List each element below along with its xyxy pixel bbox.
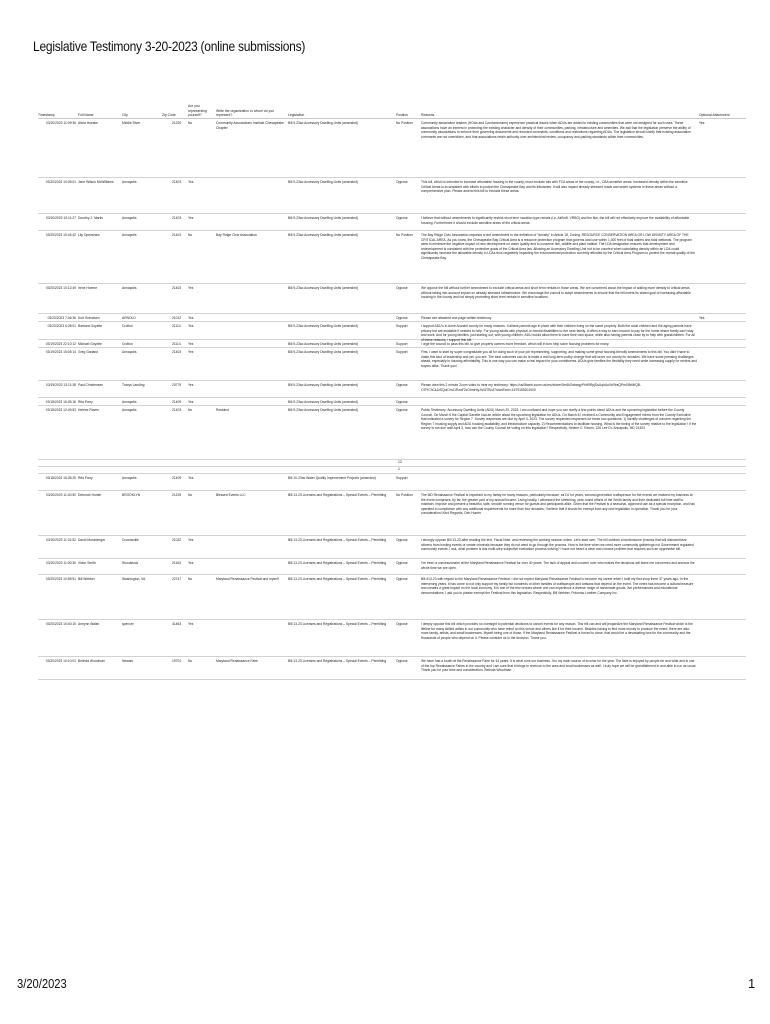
zip-cell: 41463 (172, 622, 182, 626)
timestamp-cell: 03/19/2023 22:10:12 (45, 342, 76, 346)
zip-cell: 21114 (172, 342, 181, 346)
timestamp-cell: 03/20/2023 7:46:36 (47, 316, 76, 320)
table-body (38, 119, 746, 680)
testimony-table (38, 93, 746, 680)
reasons-cell: Community association leaders (HOAs and Condominiums) experience practical issues when ADUs are added to existing communities that were not designed for such uses. These associations have an interest in protecting the existing character and density of their communities, parking, infrastructure and amenities. We ask that the legislation preserve the ability of community associations to enforce their governing documents and recorded covenants, conditions and restrictions regarding ADUs. The legislation should clarify that existing association covenants are not overridden, and that associations retain authority over architectural review, occupancy and parking standards within their communities. (421, 121, 691, 139)
reasons-cell: The MD Renaissance Festival is important to my family for many reasons, particularly because, as DJ for years, second-generation craftsperson for the events we realized my business at the event comprises, by far, the greater part of my annual income. Living locally, I witnessed the stretching, year-round efforts of the Smith family and their dedicated full time staff to maintain, improve and present a beautiful, safe, smooth running venue for guests and participants alike. Given that the Festival is a seasonal, approved use as a special exception, and has operated in compliance with any additional requirements for more than four decades, I believe that it should be exempt from any new legislation in operation. Thank you for your consideration! Kind Regards, Deb Hunter (421, 493, 695, 516)
reasons-cell: Please see attached one-page written testimony (421, 316, 492, 320)
footer-date: 3/20/2023 (17, 976, 67, 991)
legislation-cell: Bill 9-23ac Accessory Dwelling Units (amended) (288, 350, 358, 354)
page-break-label: 1 (398, 467, 400, 471)
representing-cell: Yes (188, 342, 194, 346)
timestamp-cell: 03/20/2023 10:40:15 (45, 622, 76, 626)
position-cell: Support (396, 324, 408, 328)
timestamp-cell: 03/20/2023 10:55:51 (45, 577, 76, 581)
representing-cell: No (188, 121, 193, 125)
position-cell: Oppose (396, 538, 408, 542)
name-cell: Barbara Goyette (78, 324, 103, 328)
timestamp-cell: 03/20/2023 11:40:50 (45, 493, 76, 497)
position-cell: Oppose (396, 659, 408, 663)
timestamp-cell: 03/19/2023 15:05:14 (45, 350, 76, 354)
organization-cell: Maryland Renaissance Faire (216, 659, 258, 663)
reasons-cell: We have had a booth at the Renaissance Faire for 44 years. It is what runs our business. It is my main source of income for the year. The faire is enjoyed by people far and wide and is one of the top Renaissance Faires in the country and I am sure that it brings in revenue to the area and local businesses as well. I truly hope we will be grandfathered in and able to run as usual. Thank you for your time and consideration. Belinda Woodman (421, 659, 697, 673)
timestamp-cell: 03/20/2023 10:12:49 (45, 286, 76, 290)
zip-cell: 21032 (172, 538, 182, 542)
city-cell: Newark (122, 659, 134, 663)
zip-cell: 21403 (172, 286, 182, 290)
header-representing: Are you representing yourself? (188, 104, 207, 117)
reasons-cell: We oppose the bill without further amendment to exclude critical areas and short term rentals in those areas. We are concerned about the impact of adding more density to critical areas without taking into account impact on already stressed infrastructure. We encourage the council to adopt amendments to ensure that the bill meets its stated goal of increasing affordable housing in the county and not simply promoting short term rentals in sensitive locations. (421, 286, 691, 300)
table-row (38, 491, 746, 536)
header-timestamp: Timestamp (38, 112, 55, 117)
name-cell: Belinda Woodman (78, 659, 105, 663)
representing-cell: Yes (188, 216, 194, 220)
legislation-cell: Bill 9-23ac Accessory Dwelling Units (amended) (288, 286, 358, 290)
city-cell: Middle River (122, 121, 141, 125)
legislation-cell: Bill 13-23 Licenses and Registrations – Special Events – Permitting (288, 493, 387, 497)
position-cell: Oppose (396, 577, 408, 581)
table-row (38, 559, 746, 575)
table-row (38, 119, 746, 178)
reasons-cell: Public Testimony: Accessory Dwelling Units (ADU) March 20, 2023. I am confused and hope you can clarify a few points about ADUs and the upcoming legislation before the County Council. On March 6 the Capital Gazette had an article about the upcoming legislation for ADUs. On March 8 I received a Community and Engagement memo from the County Executive that indicated a survey for Region 7. Survey responses are due by April 3, 2023. The survey requested responses for these two questions: 1) Identify challenges of concern regarding the Region 7 housing supply and ADU housing availability, and infrastructure capacity. 2) Recommendations to facilitate housing. What is the timing of the survey relative to the legislation? If the survey is not due until April 3, how can the County Council be voting on this legislation? Respectfully, Helene C. Raven, 126 Lee Dr. Annapolis, MD 21403 (421, 408, 697, 431)
legislation-cell: Bill 10-23ac Water Quality Improvement Projects (amended) (288, 476, 376, 480)
legislation-cell: Bill 9-23ac Accessory Dwelling Units (amended) (288, 233, 358, 237)
header-attachment: Optional Attachment (699, 112, 730, 117)
city-cell: Washington, VA (122, 577, 146, 581)
timestamp-cell: 03/20/2023 11:00:30 (45, 561, 76, 565)
name-cell: Rita Parry (78, 400, 93, 404)
page-number: 1 (748, 976, 756, 991)
organization-cell: Maryland Renaissance Festival and myself (216, 577, 279, 581)
legislation-cell: Bill 9-23ac Accessory Dwelling Units (amended) (288, 216, 358, 220)
header-city: City (122, 112, 128, 117)
name-cell: Amrynn Walsh (78, 622, 100, 626)
name-cell: Greg Garland (78, 350, 98, 354)
reasons-cell: I strongly oppose Bill 13-23 after reading the text, Fiscal Note, and reviewing the working session online. Let's start over. The bill outlines a burdensome process that will disincentivize citizens from hosting events or create criminals because they do not want to go through the process. How is the time when we need more community gatherings not Government regulated community events. I ask, what problem is this multi-step subjective evaluation process solving? I have not heard a clear and concise problem that requires such an oppressive bill. (421, 538, 694, 552)
table-row (38, 381, 746, 398)
table-row (38, 398, 746, 406)
table-row (38, 231, 746, 284)
name-cell: Irene Hoeme (78, 286, 98, 290)
name-cell: David Moneberger (78, 538, 106, 542)
table-row (38, 214, 746, 231)
legislation-cell: Bill 9-23ac Accessory Dwelling Units (amended) (288, 408, 358, 412)
city-cell: Annapolis (122, 233, 137, 237)
legislation-cell: Bill 9-23ac Accessory Dwelling Units (amended) (288, 180, 358, 184)
page-title: Legislative Testimony 3-20-2023 (online submissions) (33, 38, 306, 54)
reasons-cell: This bill, which is intended to increase affordable housing in the county, must exclude lots with FCA areas of the county, i.e., CBA sensitive areas. Increased density within the sensitive Critical Areas is inconsistent with efforts to protect the Chesapeake Bay and its tributaries. It will also impact already stressed roads and sewer systems in these areas without a comprehensive plan. Please amend this bill to exclude these areas. (421, 180, 688, 194)
city-cell: Annapolis (122, 286, 137, 290)
city-cell: BROOKLYN (122, 493, 141, 497)
reasons-cell: The Bay Ridge Civic Association requests a text amendment to the definition of "density" in Article 18, Zoning. RESOURCE CONSERVATION AREA OR LOW DENSITY AREA OF THE CRITICAL AREA. As you know, the Chesapeake Bay Critical Area is a resource protection program that governs land use within 1,000 feet of tidal waters and tidal wetlands. The program aims to minimize the negative impact of new development on water quality and to conserve fish, wildlife and plant habitat. The LDA designation ensures that development and redevelopment is consistent with the protective goals of the Critical Area law. Allowing an Accessory Dwelling Unit not to be counted when calculating density within an LDA could significantly increase the allowable density in LDAs thus negatively impacting the environmental protection currently afforded by the Critical Area Program to protect the overall quality of the Chesapeake Bay. (421, 233, 695, 260)
name-cell: Dorothy J. Martin (78, 216, 104, 220)
city-cell: ARNOLD (122, 316, 136, 320)
legislation-cell: Bill 13-23 Licenses and Registrations – Special Events – Permitting (288, 577, 387, 581)
header-legislation: Legislation (288, 112, 305, 117)
name-cell: Alicia Hoeske (78, 121, 98, 125)
city-cell: Annapolis (122, 180, 137, 184)
zip-cell: 21012 (172, 316, 182, 320)
table-row (38, 406, 746, 460)
position-cell: Oppose (396, 286, 408, 290)
organization-cell: Community Associations Institute Chesapeake Chapter (216, 121, 284, 130)
zip-cell: 21225 (172, 493, 182, 497)
page-break-marker (38, 467, 746, 474)
legislation-cell: Bill 9-23ac Accessory Dwelling Units (amended) (288, 324, 358, 328)
reasons-cell: Please view this 2 minute Zoom video to hear my testimony: https://us06web.zoom.us/rec/share/0m4kOsbwqyPhH9RpjDsUqhAo0cRbsQPm0I5rMtQB-O7FfChCkJzSQoiOmJ1RzaF2zOhmHiyJh/IZ7BnZ?startTime=1679189201000 (421, 383, 642, 392)
zip-cell: 21403 (172, 233, 182, 237)
representing-cell: Yes (188, 324, 194, 328)
zip-cell: 21409 (172, 400, 182, 404)
representing-cell: Yes (188, 383, 194, 387)
city-cell: Crownsville (122, 538, 139, 542)
position-cell: Oppose (396, 216, 408, 220)
name-cell: Jane Wilson McWilliams (78, 180, 114, 184)
name-cell: Lily Openshaw (78, 233, 100, 237)
representing-cell: Yes (188, 538, 194, 542)
position-cell: Support (396, 342, 408, 346)
city-cell: Annapolis (122, 350, 137, 354)
city-cell: spencer (122, 622, 134, 626)
name-cell: Paul Christensen (78, 383, 104, 387)
representing-cell: Yes (188, 180, 194, 184)
attachment-cell: Yes (699, 121, 705, 125)
representing-cell: Yes (188, 286, 194, 290)
name-cell: Helene Raven (78, 408, 99, 412)
reasons-cell: First, I want to start by super congratulate you all for doing such of your job representing, supporting, and making some great housing-friendly amendments to this bill. You didn't have to make this kind of leadership and yet, you are. The best outcomes can do is make a real long-term policy change that will serve our county for decades. We have some pressing challenges ahead, especially in housing affordability. This is one way you can make a real impact for your constituents. ADUs give families the flexibility they need while increasing supply for renters and buyers alike. Thank you! (421, 350, 697, 368)
timestamp-cell: 03/20/2023 10:10:01 (45, 659, 76, 663)
table-row (38, 536, 746, 559)
page-break-label: 12 (398, 460, 402, 464)
representing-cell: No (188, 577, 193, 581)
representing-cell: No (188, 233, 193, 237)
zip-cell: 21163 (172, 561, 181, 565)
representing-cell: No (188, 493, 193, 497)
timestamp-cell: 03/20/2023 10:44:42 (45, 233, 76, 237)
timestamp-cell: 03/20/2023 11:09:36 (45, 121, 76, 125)
name-cell: Bill Webber (78, 577, 95, 581)
header-position: Position (396, 112, 409, 117)
representing-cell: Yes (188, 622, 194, 626)
reasons-cell: I urge the council to pass this bill, to give property owners more freedom, which will in turn help solve housing problems for many. (421, 342, 610, 346)
representing-cell: Yes (188, 350, 194, 354)
organization-cell: Blessed Events LLC (216, 493, 246, 497)
table-row (38, 322, 746, 340)
table-row (38, 657, 746, 680)
timestamp-cell: 03/18/2023 16:35:25 (45, 476, 76, 480)
table-row (38, 340, 746, 348)
reasons-cell: I deeply oppose this bill which provides no oversight to potential decisions to cancel events for any reason. This bill can and will jeopardize the Maryland Renaissance Festival which is the lifeline for many skilled artists in our community who have relied on this venue and others like it for their income. Besides having to find more money to produce the event, there are also more family, artists, and small businesses. Myself being one of those. If the Maryland Renaissance Festival is forced to close, that would be a devastating loss for the community and the thousands of people who depend on it. Please consider us in the decision. Thank you. (421, 622, 693, 640)
zip-cell: 19702 (172, 659, 182, 663)
legislation-cell: Bill 9-23ac Accessory Dwelling Units (amended) (288, 400, 358, 404)
table-header (38, 93, 746, 119)
representing-cell: Yes (188, 476, 194, 480)
position-cell: Oppose (396, 561, 408, 565)
table-row (38, 284, 746, 314)
zip-cell: 21403 (172, 350, 182, 354)
representing-cell: Yes (188, 400, 194, 404)
position-cell: Oppose (396, 316, 408, 320)
zip-cell: 21114 (172, 324, 181, 328)
reasons-cell: I support ADU's in Anne Arundel county for many reasons. It allows parents age in place with their children living on the same property. Both the adult children and the aging parents have privacy but are available if needed to help. For young adults with physical or mental disabilities to live near family. It offers a way to earn income to pay for the home where family can't stay and work. And for young families, just starting out, with young children. ADU would allow them to have their own space, while also having parents close by to help with grandchildren. For all of these reasons, I support this bill. (421, 324, 695, 342)
legislation-cell: Bill 9-23ac Accessory Dwelling Units (amended) (288, 121, 358, 125)
position-cell: No Position (396, 121, 413, 125)
zip-cell: 20779 (172, 383, 182, 387)
table-row (38, 178, 746, 214)
reasons-cell: Bill 413-23 with regard to the Maryland Renaissance Festival. I did not expect Maryland Renaissance Festival to become my career when I built my first shop there 37 years ago. In the intervening years, it has come to not only support my family but hundreds of other families of craftspeople and artisans that depend on the event. The event has become a cultural treasure and creates a great impact on the local economy. It is one of the few venues where one can experience a diverse range of handmade goods, live performances and educational demonstrations. I ask you to please exempt the Festival from this legislation. Respectfully, Bill Webber, Potomac Leather Company Inc. (421, 577, 694, 595)
header-full-name: Full Name (78, 112, 94, 117)
attachment-cell: Yes (699, 316, 705, 320)
header-reasons: Reasons (421, 112, 435, 117)
organization-cell: Resident (216, 408, 230, 412)
position-cell: No Position (396, 493, 413, 497)
table-row (38, 474, 746, 491)
organization-cell: Bay Ridge Civic Association (216, 233, 257, 237)
zip-cell: 21403 (172, 408, 182, 412)
position-cell: Support (396, 350, 408, 354)
zip-cell: 21409 (172, 476, 182, 480)
position-cell: Oppose (396, 408, 408, 412)
legislation-cell: Bill 9-23ac Accessory Dwelling Units (amended) (288, 383, 358, 387)
city-cell: Annapolis (122, 216, 137, 220)
representing-cell: No (188, 408, 193, 412)
name-cell: Victor Smith (78, 561, 96, 565)
table-row (38, 348, 746, 381)
timestamp-cell: 03/20/2023 11:31:52 (45, 538, 76, 542)
reasons-cell: I believe that without amendments to significantly restrict short term vacation type rentals (i.e. AirBnB, VRBO) and the like, the bill will not effectively improve the availability of affordable housing. Furthermore it should exclude sensitive areas of the critical areas. (421, 216, 690, 225)
name-cell: Deborah Hunter (78, 493, 102, 497)
position-cell: Oppose (396, 400, 408, 404)
page-break-marker (38, 460, 746, 467)
timestamp-cell: 03/20/2023 6:28:01 (47, 324, 76, 328)
city-cell: Woodstock (122, 561, 139, 565)
name-cell: Kurt Svendsen (78, 316, 100, 320)
city-cell: Crofton (122, 342, 133, 346)
position-cell: Support (396, 476, 408, 480)
legislation-cell: Bill 13-23 Licenses and Registrations – Special Events – Permitting (288, 659, 387, 663)
reasons-cell: I've been a concessionaire at the Maryland Renaissance Festival for over 40 years. The lack of appeal and concern over who makes the decisions will leave me concerned and anxious the whole time we are open. (421, 561, 695, 570)
zip-cell: 21403 (172, 180, 182, 184)
zip-cell: 22747 (172, 577, 182, 581)
timestamp-cell: 03/18/2023 16:35:18 (45, 400, 76, 404)
city-cell: Crofton (122, 324, 133, 328)
timestamp-cell: 03/19/2023 13:11:38 (45, 383, 76, 387)
legislation-cell: Bill 13-23 Licenses and Registrations – Special Events – Permitting (288, 561, 387, 565)
zip-cell: 21220 (172, 121, 182, 125)
legislation-cell: Bill 13-23 Licenses and Registrations – Special Events – Permitting (288, 622, 387, 626)
name-cell: Rita Parry (78, 476, 93, 480)
representing-cell: Yes (188, 561, 194, 565)
position-cell: Oppose (396, 383, 408, 387)
city-cell: Tracys Landing (122, 383, 145, 387)
legislation-cell: Bill 13-23 Licenses and Registrations – Special Events – Permitting (288, 538, 387, 542)
city-cell: Annapolis (122, 476, 137, 480)
position-cell: Oppose (396, 180, 408, 184)
position-cell: Oppose (396, 622, 408, 626)
zip-cell: 21403 (172, 216, 182, 220)
representing-cell: No (188, 659, 193, 663)
header-organization: Write the organization or whom do you represent? (216, 108, 274, 117)
timestamp-cell: 03/20/2023 10:11:27 (45, 216, 76, 220)
timestamp-cell: 03/18/2023 12:49:53 (45, 408, 76, 412)
table-row (38, 620, 746, 657)
table-row (38, 575, 746, 620)
position-cell: No Position (396, 233, 413, 237)
timestamp-cell: 03/20/2023 10:05:01 (45, 180, 76, 184)
legislation-cell: Bill 9-23ac Accessory Dwelling Units (amended) (288, 342, 358, 346)
header-zip: Zip Code (162, 112, 176, 117)
name-cell: Michael Goyette (78, 342, 102, 346)
table-row (38, 314, 746, 322)
city-cell: Annapolis (122, 408, 137, 412)
city-cell: Annapolis (122, 400, 137, 404)
representing-cell: Yes (188, 316, 194, 320)
